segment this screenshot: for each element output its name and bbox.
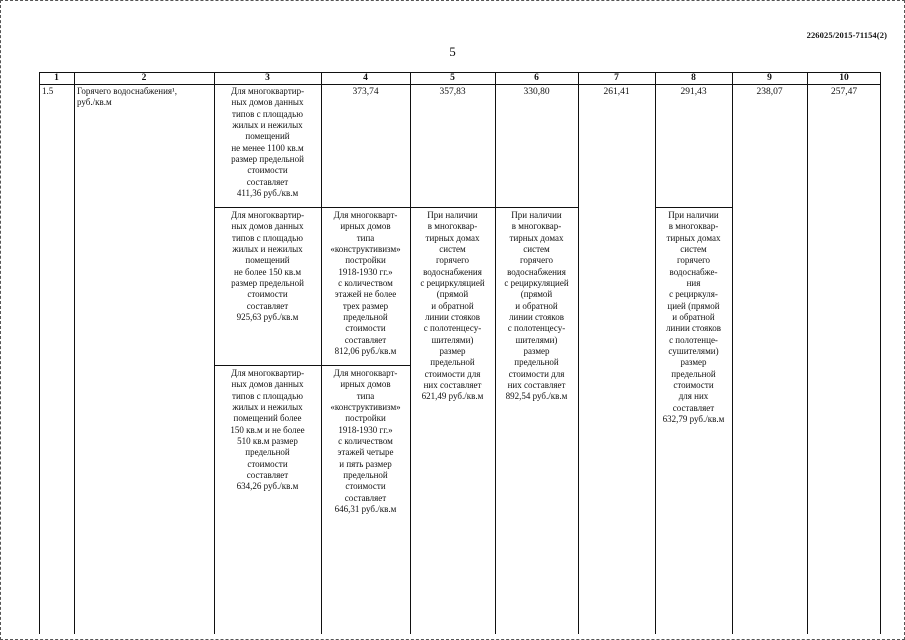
header-col-10: 10 <box>839 73 849 83</box>
grid-line-col3-4-upper <box>214 207 410 208</box>
col10-value: 257,47 <box>830 87 858 97</box>
col4-value: 373,74 <box>352 87 379 97</box>
col3-condition-150-510: Для многоквартир- ных домов данных типов с площадью жилых и нежилых помещений более 150 кв.м и не более 510 кв.м размер предельной стоимости составляет 634,26 руб./кв.м <box>230 368 305 492</box>
grid-vline-3 <box>321 72 322 634</box>
grid-line-col3-4-mid <box>214 365 410 366</box>
grid-vline-6 <box>578 72 579 634</box>
grid-line-col8-upper <box>655 207 732 208</box>
grid-vline-9 <box>807 72 808 634</box>
grid-vline-1 <box>74 72 75 634</box>
grid-line-col5-6-upper <box>410 207 578 208</box>
grid-vline-10 <box>880 72 881 634</box>
header-col-9: 9 <box>767 73 772 83</box>
col6-value: 330,80 <box>523 87 550 97</box>
row-number: 1.5 <box>42 86 54 96</box>
header-col-4: 4 <box>363 73 368 83</box>
grid-vline-0 <box>39 72 40 634</box>
grid-vline-7 <box>655 72 656 634</box>
header-col-5: 5 <box>450 73 455 83</box>
page-number: 5 <box>449 44 456 59</box>
header-col-7: 7 <box>614 73 619 83</box>
grid-vline-2 <box>214 72 215 634</box>
header-col-8: 8 <box>691 73 696 83</box>
grid-vline-8 <box>732 72 733 634</box>
col3-condition-150: Для многоквартир- ных домов данных типов с площадью жилых и нежилых помещений не более 150 кв.м размер предельной стоимости составляет 925,63 руб./кв.м <box>230 210 305 322</box>
col8-value: 291,43 <box>680 87 707 97</box>
header-col-3: 3 <box>265 73 270 83</box>
col4-constructivism-3-floors: Для многокварт- ирных домов типа «конструктивизм» постройки 1918-1930 гг.» с количеством этажей не более трех размер предельной стоимости составляет 812,06 руб./кв.м <box>330 210 401 356</box>
grid-line-top <box>39 72 881 73</box>
col4-constructivism-4-5-floors: Для многокварт- ирных домов типа «конструктивизм» постройки 1918-1930 гг.» с количеством этажей четыре и пять размер предельной стоимости составляет 646,31 руб./кв.м <box>330 368 401 514</box>
row-name: Горячего водоснабжения¹, руб./кв.м <box>77 86 177 108</box>
col7-value: 261,41 <box>603 87 630 97</box>
grid-vline-5 <box>495 72 496 634</box>
header-col-1: 1 <box>54 73 59 83</box>
col8-recirculation-note: При наличии в многоквар- тирных домах систем горячего водоснабже- ния с рециркуля- цией (прямой и обратной линии стояков с полотенце- сушителями) размер предельной стоимости для них составляет 632,79 руб./кв.м <box>662 210 725 424</box>
col9-value: 238,07 <box>756 87 783 97</box>
tariff-table <box>39 72 881 634</box>
col5-value: 357,83 <box>439 87 466 97</box>
col3-condition-1100: Для многоквартир- ных домов данных типов с площадью жилых и нежилых помещений не менее 1100 кв.м размер предельной стоимости составляет 411,36 руб./кв.м <box>230 86 305 198</box>
col5-recirculation-note: При наличии в многоквар- тирных домах систем горячего водоснабжения с рециркуляцией (прямой и обратной линии стояков с полотенцесу- шителями) размер предельной стоимости для них составляет 621,49 руб./кв.м <box>420 210 485 402</box>
document-reference: 226025/2015-71154(2) <box>806 30 887 40</box>
grid-vline-4 <box>410 72 411 634</box>
header-col-6: 6 <box>534 73 539 83</box>
grid-line-header <box>39 84 881 85</box>
header-col-2: 2 <box>141 73 147 83</box>
col6-recirculation-note: При наличии в многоквар- тирных домах систем горячего водоснабжения с рециркуляцией (прямой и обратной линии стояков с полотенцесу- шителями) размер предельной стоимости для них составляет 892,54 руб./кв.м <box>504 210 569 402</box>
